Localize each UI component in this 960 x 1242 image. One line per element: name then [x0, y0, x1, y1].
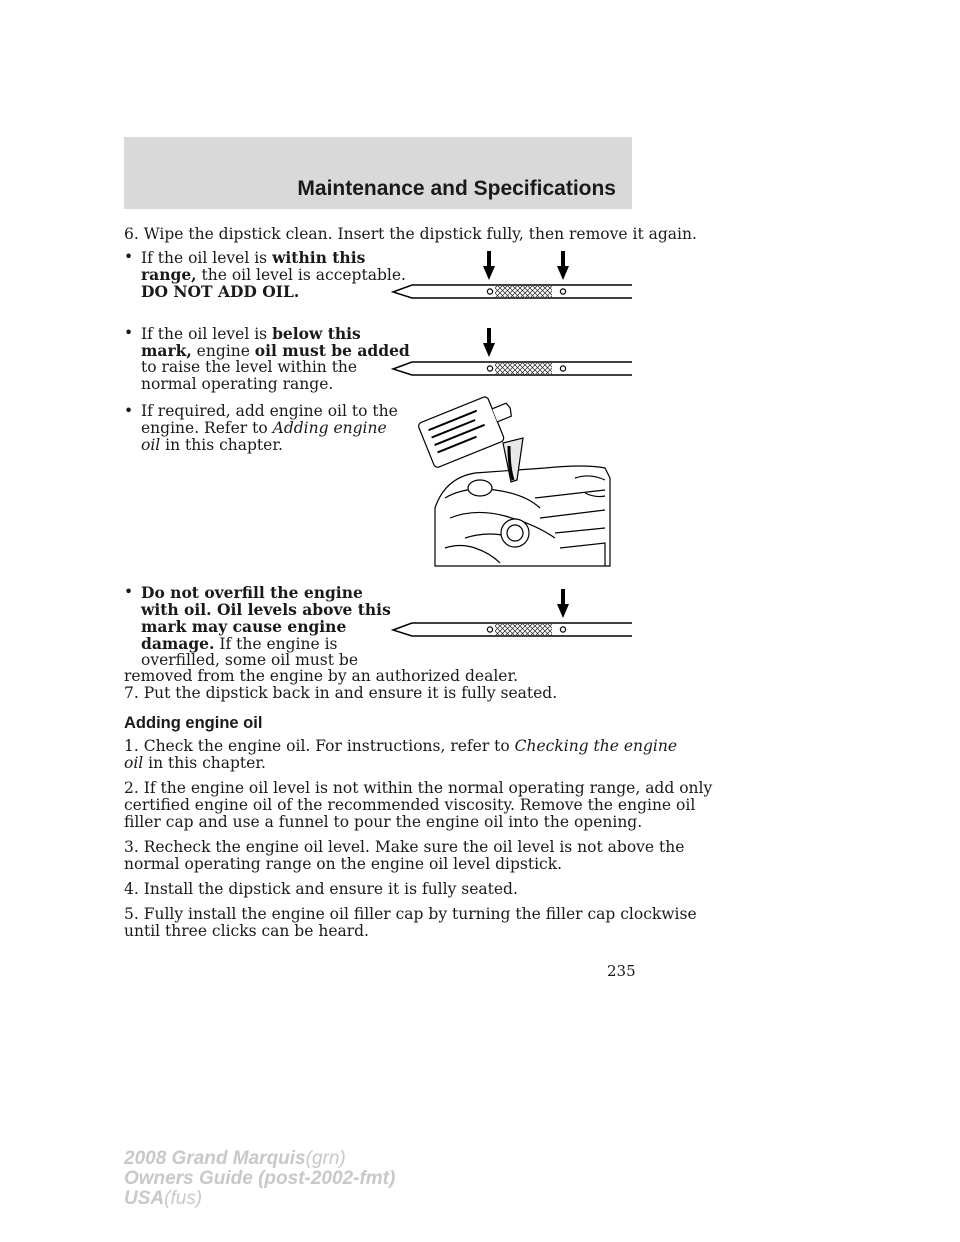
- adding-step-3-line-1: 3. Recheck the engine oil level. Make sure the oil level is not above the: [124, 838, 685, 856]
- bullet: •: [124, 248, 134, 266]
- bullet: •: [124, 402, 134, 420]
- adding-step-3-line-2: normal operating range on the engine oil level dipstick.: [124, 855, 563, 873]
- footer-line-2: Owners Guide (post-2002-fmt): [124, 1168, 396, 1189]
- bullet-4-line-1: Do not overfill the engine: [141, 583, 363, 602]
- adding-oil-illustration: [405, 398, 610, 566]
- adding-step-1-line-1: 1. Check the engine oil. For instructions, refer to Checking the engine: [124, 737, 678, 755]
- page-number: 235: [607, 962, 636, 980]
- adding-step-2-line-2: certified engine oil of the recommended viscosity. Remove the engine oil: [124, 796, 696, 814]
- bullet-4-line-6: removed from the engine by an authorized dealer.: [124, 667, 519, 685]
- dipstick-within-range-icon: [390, 248, 635, 304]
- bullet-2-line-1: If the oil level is below this: [141, 324, 361, 343]
- step-6: 6. Wipe the dipstick clean. Insert the dipstick fully, then remove it again.: [124, 225, 697, 243]
- bullet-3-line-2: engine. Refer to Adding engine: [141, 419, 387, 437]
- adding-step-4: 4. Install the dipstick and ensure it is fully seated.: [124, 880, 518, 898]
- adding-step-2-line-3: filler cap and use a funnel to pour the engine oil into the opening.: [124, 813, 643, 831]
- bullet-4-line-3: mark may cause engine: [141, 617, 347, 636]
- bullet-1-line-2: range, the oil level is acceptable.: [141, 265, 406, 284]
- bullet-1-line-1: If the oil level is within this: [141, 248, 366, 267]
- bullet-4-line-4: damage. If the engine is: [141, 634, 338, 653]
- bullet-3-line-3: oil in this chapter.: [141, 436, 283, 454]
- dipstick-below-mark-icon: [390, 325, 635, 381]
- bullet-1-line-3: DO NOT ADD OIL.: [141, 282, 300, 301]
- header-band: [124, 137, 632, 209]
- step-7: 7. Put the dipstick back in and ensure it is fully seated.: [124, 684, 558, 702]
- adding-step-5-line-1: 5. Fully install the engine oil filler cap by turning the filler cap clockwise: [124, 905, 697, 923]
- bullet-2-line-2: mark, engine oil must be added: [141, 341, 410, 360]
- footer-line-1: 2008 Grand Marquis(grn): [124, 1148, 346, 1169]
- bullet-2-line-3: to raise the level within the: [141, 358, 358, 376]
- bullet-2-line-4: normal operating range.: [141, 375, 334, 393]
- bullet-4-line-2: with oil. Oil levels above this: [141, 600, 391, 619]
- adding-step-2-line-1: 2. If the engine oil level is not within the normal operating range, add only: [124, 779, 713, 797]
- page-section-title: Maintenance and Specifications: [297, 177, 616, 200]
- bullet: •: [124, 583, 134, 601]
- dipstick-overfill-icon: [390, 586, 635, 642]
- bullet: •: [124, 324, 134, 342]
- footer-line-3: USA(fus): [124, 1188, 203, 1209]
- bullet-3-line-1: If required, add engine oil to the: [141, 402, 398, 420]
- adding-step-1-line-2: oil in this chapter.: [124, 754, 266, 772]
- section-heading: Adding engine oil: [124, 714, 263, 732]
- adding-step-5-line-2: until three clicks can be heard.: [124, 922, 369, 940]
- bullet-4-line-5: overfilled, some oil must be: [141, 651, 359, 669]
